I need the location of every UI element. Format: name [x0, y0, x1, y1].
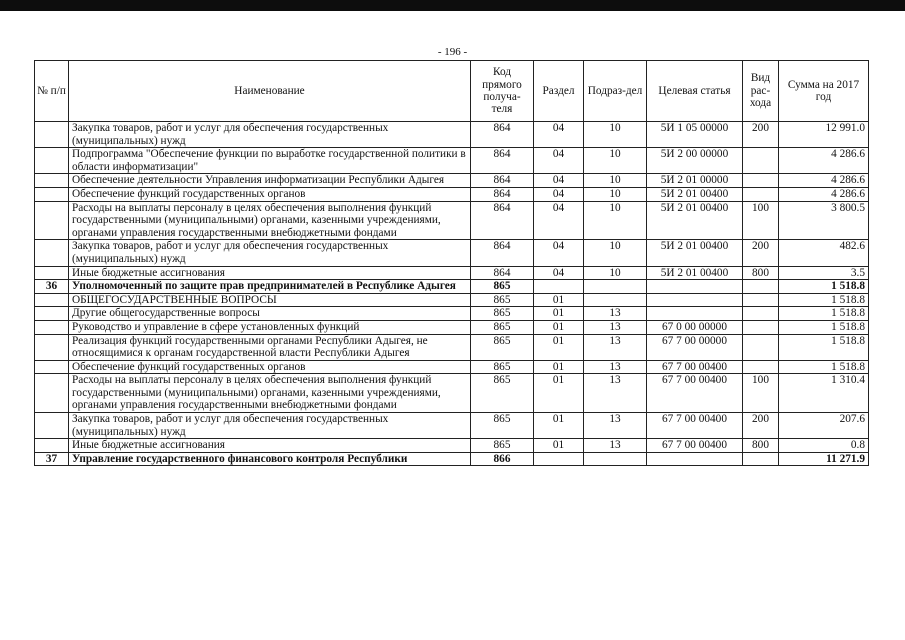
cell-num — [35, 360, 69, 374]
cell-section: 04 — [534, 240, 584, 266]
cell-sum: 4 286.6 — [779, 174, 869, 188]
cell-name: Обеспечение функций государственных органов — [69, 187, 471, 201]
cell-expense-type — [743, 320, 779, 334]
cell-section: 04 — [534, 174, 584, 188]
cell-target-article: 67 7 00 00000 — [647, 334, 743, 360]
cell-admin-code: 864 — [471, 148, 534, 174]
cell-num — [35, 240, 69, 266]
header-name: Наименование — [69, 61, 471, 122]
cell-subsection: 10 — [584, 201, 647, 240]
cell-expense-type — [743, 174, 779, 188]
cell-name: Подпрограмма "Обеспечение функции по выработке государственной политики в области информатизации" — [69, 148, 471, 174]
table-row — [35, 240, 869, 266]
cell-sum: 1 518.8 — [779, 360, 869, 374]
cell-section: 01 — [534, 307, 584, 321]
cell-target-article — [647, 307, 743, 321]
cell-target-article: 67 7 00 00400 — [647, 360, 743, 374]
cell-name: Обеспечение деятельности Управления информатизации Республики Адыгея — [69, 174, 471, 188]
cell-admin-code: 865 — [471, 374, 534, 413]
cell-section — [534, 452, 584, 466]
cell-subsection: 13 — [584, 360, 647, 374]
cell-name: Руководство и управление в сфере установленных функций — [69, 320, 471, 334]
cell-sum: 482.6 — [779, 240, 869, 266]
header-subsection: Подраз-дел — [584, 61, 647, 122]
table-row — [35, 360, 869, 374]
cell-expense-type: 100 — [743, 201, 779, 240]
budget-table — [34, 60, 869, 466]
cell-admin-code: 865 — [471, 293, 534, 307]
cell-expense-type: 200 — [743, 413, 779, 439]
cell-expense-type: 200 — [743, 240, 779, 266]
cell-admin-code: 866 — [471, 452, 534, 466]
table-row — [35, 122, 869, 148]
cell-section: 01 — [534, 320, 584, 334]
cell-target-article: 5И 2 01 00000 — [647, 174, 743, 188]
cell-sum: 1 518.8 — [779, 280, 869, 294]
table-row — [35, 201, 869, 240]
cell-admin-code: 865 — [471, 280, 534, 294]
cell-subsection: 10 — [584, 122, 647, 148]
table-row — [35, 320, 869, 334]
table-row — [35, 148, 869, 174]
cell-expense-type — [743, 148, 779, 174]
cell-admin-code: 865 — [471, 439, 534, 453]
cell-expense-type: 800 — [743, 266, 779, 280]
cell-subsection: 13 — [584, 413, 647, 439]
cell-name: Обеспечение функций государственных органов — [69, 360, 471, 374]
cell-name: Иные бюджетные ассигнования — [69, 439, 471, 453]
cell-admin-code: 865 — [471, 320, 534, 334]
cell-admin-code: 865 — [471, 413, 534, 439]
cell-expense-type — [743, 280, 779, 294]
cell-num — [35, 122, 69, 148]
cell-admin-code: 864 — [471, 240, 534, 266]
cell-admin-code: 865 — [471, 360, 534, 374]
header-expense-type: Вид рас-хода — [743, 61, 779, 122]
cell-section: 04 — [534, 201, 584, 240]
cell-sum: 1 518.8 — [779, 334, 869, 360]
page-number: - 196 - — [437, 46, 468, 58]
cell-target-article: 5И 2 01 00400 — [647, 266, 743, 280]
cell-name: Закупка товаров, работ и услуг для обеспечения государственных (муниципальных) нужд — [69, 122, 471, 148]
cell-target-article: 5И 2 00 00000 — [647, 148, 743, 174]
cell-section: 01 — [534, 413, 584, 439]
cell-section: 04 — [534, 148, 584, 174]
cell-section: 04 — [534, 266, 584, 280]
cell-admin-code: 864 — [471, 187, 534, 201]
cell-sum: 1 518.8 — [779, 307, 869, 321]
cell-admin-code: 865 — [471, 334, 534, 360]
cell-num — [35, 187, 69, 201]
cell-num — [35, 307, 69, 321]
cell-num: 36 — [35, 280, 69, 294]
header-row — [35, 61, 869, 122]
cell-section: 01 — [534, 293, 584, 307]
cell-expense-type: 800 — [743, 439, 779, 453]
header-sum-2017: Сумма на 2017 год — [779, 61, 869, 122]
cell-sum: 0.8 — [779, 439, 869, 453]
table-row — [35, 187, 869, 201]
cell-subsection: 13 — [584, 374, 647, 413]
cell-name: Управление государственного финансового контроля Республики — [69, 452, 471, 466]
table-row — [35, 266, 869, 280]
cell-num — [35, 334, 69, 360]
cell-subsection: 13 — [584, 307, 647, 321]
cell-section: 04 — [534, 122, 584, 148]
table-row — [35, 307, 869, 321]
cell-subsection: 10 — [584, 187, 647, 201]
cell-expense-type — [743, 293, 779, 307]
cell-name: Закупка товаров, работ и услуг для обеспечения государственных (муниципальных) нужд — [69, 413, 471, 439]
cell-expense-type — [743, 452, 779, 466]
cell-expense-type: 100 — [743, 374, 779, 413]
cell-expense-type — [743, 360, 779, 374]
cell-subsection: 13 — [584, 320, 647, 334]
cell-target-article: 5И 1 05 00000 — [647, 122, 743, 148]
cell-sum: 4 286.6 — [779, 187, 869, 201]
cell-name: Уполномоченный по защите прав предпринимателей в Республике Адыгея — [69, 280, 471, 294]
table-row — [35, 452, 869, 466]
table-row — [35, 374, 869, 413]
cell-num — [35, 374, 69, 413]
cell-admin-code: 864 — [471, 122, 534, 148]
cell-subsection: 10 — [584, 148, 647, 174]
table-body — [35, 122, 869, 466]
header-section: Раздел — [534, 61, 584, 122]
cell-subsection: 13 — [584, 334, 647, 360]
cell-num — [35, 148, 69, 174]
cell-name: Закупка товаров, работ и услуг для обеспечения государственных (муниципальных) нужд — [69, 240, 471, 266]
table-row — [35, 334, 869, 360]
table-row — [35, 293, 869, 307]
cell-num — [35, 201, 69, 240]
table-row — [35, 439, 869, 453]
cell-target-article: 5И 2 01 00400 — [647, 187, 743, 201]
cell-subsection: 10 — [584, 240, 647, 266]
cell-sum: 1 518.8 — [779, 293, 869, 307]
cell-admin-code: 864 — [471, 201, 534, 240]
cell-sum: 4 286.6 — [779, 148, 869, 174]
cell-target-article — [647, 293, 743, 307]
cell-section: 01 — [534, 360, 584, 374]
cell-target-article: 67 7 00 00400 — [647, 439, 743, 453]
cell-target-article: 5И 2 01 00400 — [647, 240, 743, 266]
cell-num: 37 — [35, 452, 69, 466]
header-num: № п/п — [35, 61, 69, 122]
cell-sum: 3 800.5 — [779, 201, 869, 240]
cell-expense-type — [743, 334, 779, 360]
cell-name: Другие общегосударственные вопросы — [69, 307, 471, 321]
cell-subsection: 10 — [584, 174, 647, 188]
table-row — [35, 280, 869, 294]
cell-subsection — [584, 293, 647, 307]
cell-expense-type: 200 — [743, 122, 779, 148]
cell-subsection — [584, 452, 647, 466]
cell-admin-code: 864 — [471, 266, 534, 280]
scan-top-border — [0, 0, 905, 11]
cell-name: Расходы на выплаты персоналу в целях обеспечения выполнения функций государственными (муниципальными) органами, казенными учреждениями, органами управления государственными внебюджетными фондами — [69, 374, 471, 413]
cell-subsection — [584, 280, 647, 294]
cell-target-article — [647, 280, 743, 294]
cell-section — [534, 280, 584, 294]
cell-admin-code: 864 — [471, 174, 534, 188]
cell-admin-code: 865 — [471, 307, 534, 321]
cell-expense-type — [743, 307, 779, 321]
cell-target-article: 67 7 00 00400 — [647, 413, 743, 439]
cell-section: 01 — [534, 439, 584, 453]
cell-target-article: 5И 2 01 00400 — [647, 201, 743, 240]
cell-num — [35, 293, 69, 307]
cell-subsection: 10 — [584, 266, 647, 280]
cell-name: Реализация функций государственными органами Республики Адыгея, не относящимися к органам государственной власти Республики Адыгея — [69, 334, 471, 360]
cell-target-article — [647, 452, 743, 466]
cell-num — [35, 439, 69, 453]
cell-sum: 11 271.9 — [779, 452, 869, 466]
cell-target-article: 67 7 00 00400 — [647, 374, 743, 413]
cell-sum: 1 310.4 — [779, 374, 869, 413]
cell-num — [35, 174, 69, 188]
cell-num — [35, 320, 69, 334]
table-row — [35, 413, 869, 439]
cell-name: Иные бюджетные ассигнования — [69, 266, 471, 280]
cell-target-article: 67 0 00 00000 — [647, 320, 743, 334]
cell-num — [35, 266, 69, 280]
cell-sum: 207.6 — [779, 413, 869, 439]
cell-num — [35, 413, 69, 439]
header-admin-code: Код прямого получа-теля — [471, 61, 534, 122]
cell-sum: 3.5 — [779, 266, 869, 280]
cell-subsection: 13 — [584, 439, 647, 453]
cell-section: 01 — [534, 374, 584, 413]
cell-section: 01 — [534, 334, 584, 360]
cell-sum: 1 518.8 — [779, 320, 869, 334]
cell-sum: 12 991.0 — [779, 122, 869, 148]
cell-expense-type — [743, 187, 779, 201]
cell-name: Расходы на выплаты персоналу в целях обеспечения выполнения функций государственными (муниципальными) органами, казенными учреждениями, органами управления государственными внебюджетными фондами — [69, 201, 471, 240]
header-target-article: Целевая статья — [647, 61, 743, 122]
cell-section: 04 — [534, 187, 584, 201]
cell-name: ОБЩЕГОСУДАРСТВЕННЫЕ ВОПРОСЫ — [69, 293, 471, 307]
table-row — [35, 174, 869, 188]
